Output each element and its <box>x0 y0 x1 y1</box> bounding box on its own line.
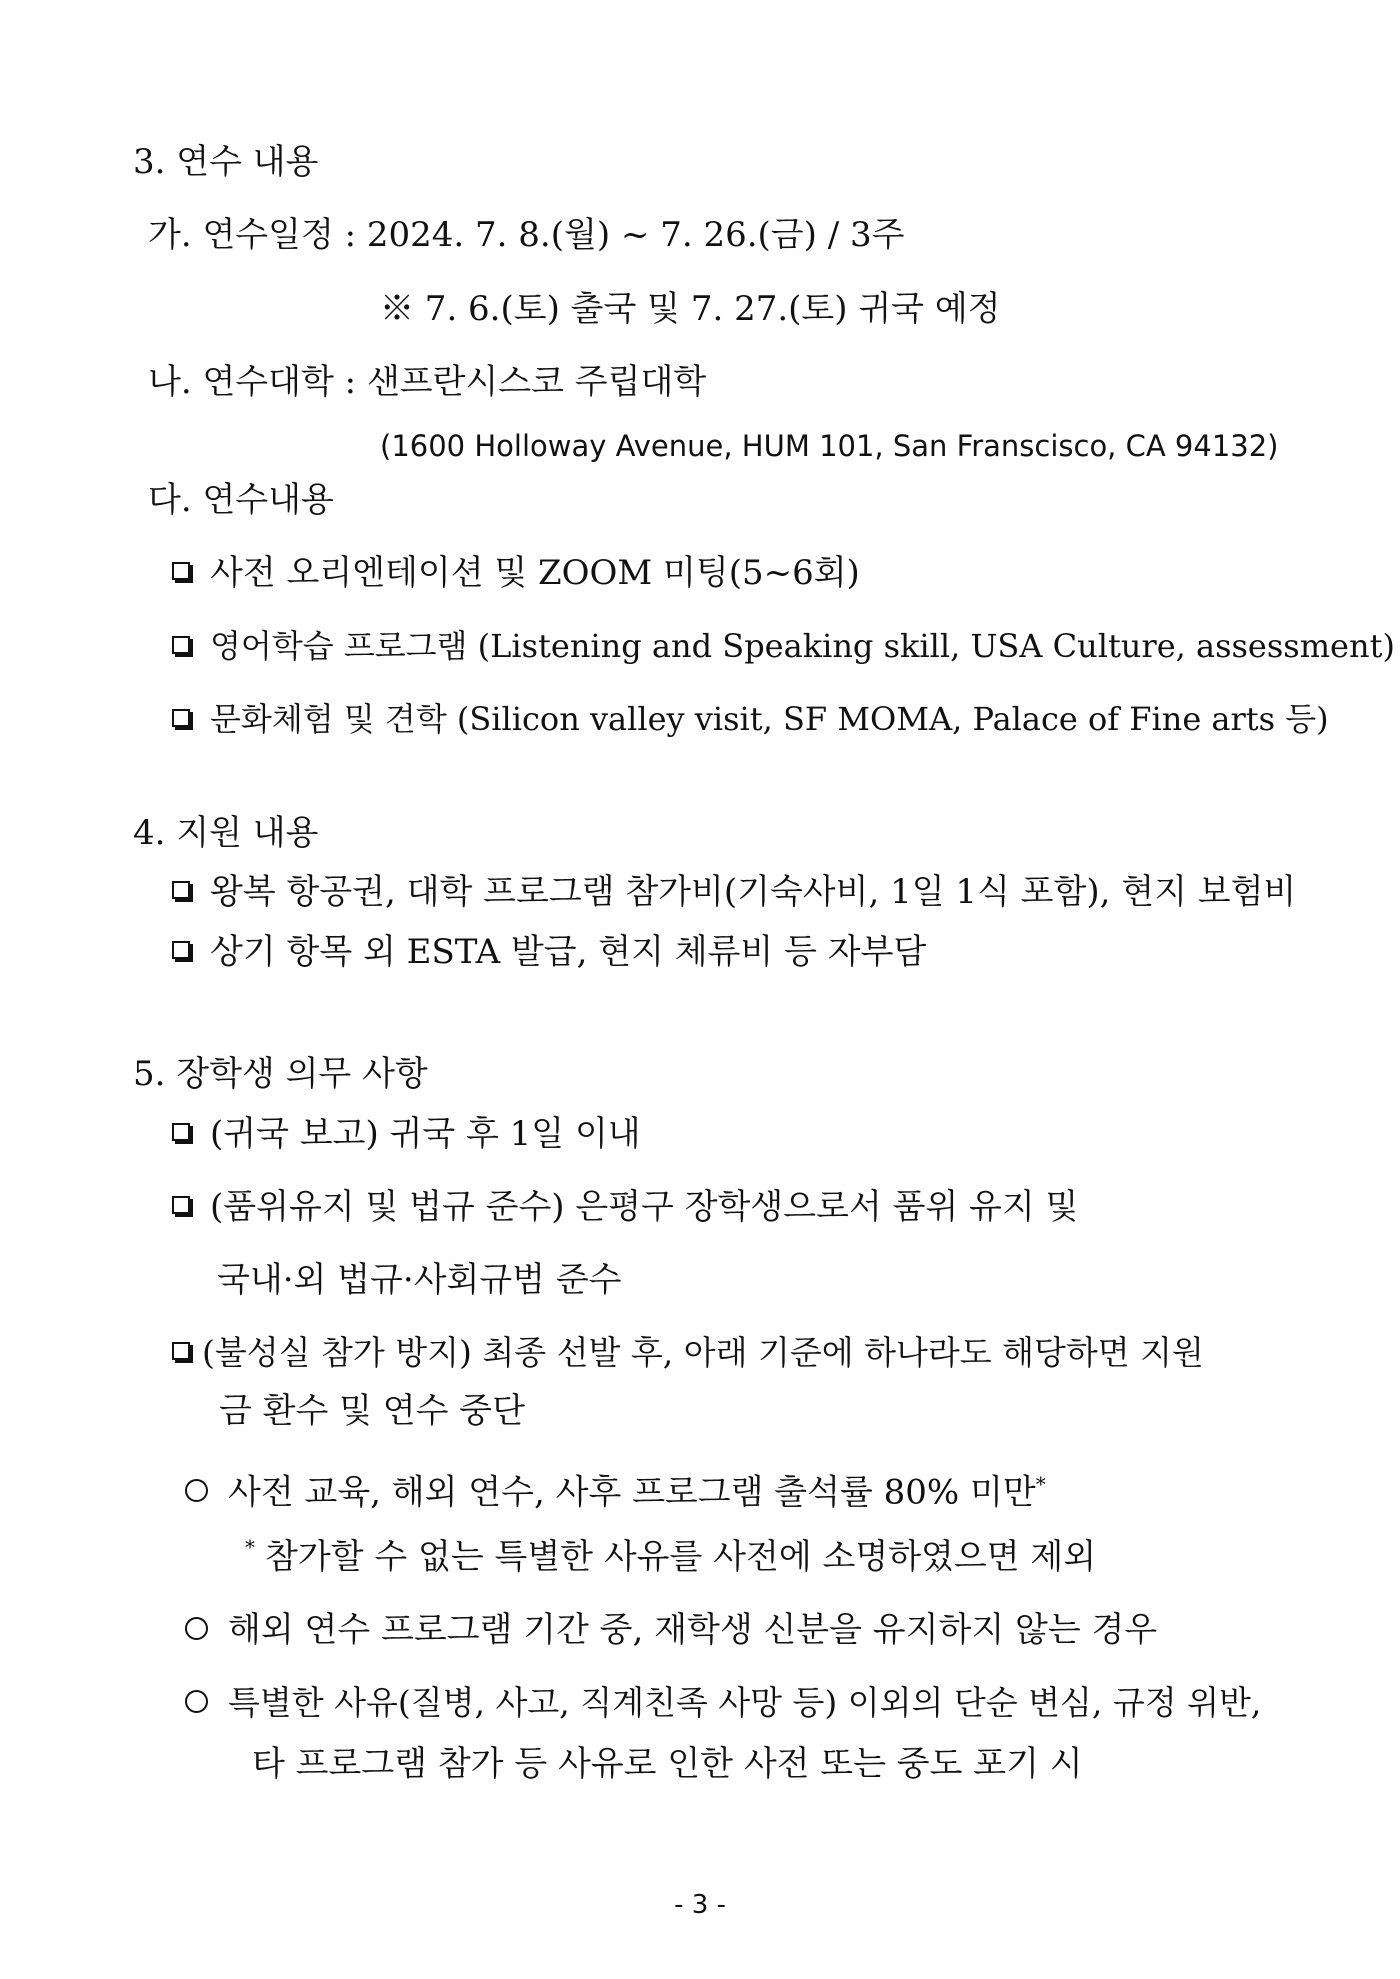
sub-item-continuation: 타 프로그램 참가 등 사유로 인한 사전 또는 중도 포기 시 <box>252 1744 1083 1784</box>
university-line: 나. 연수대학 : 샌프란시스코 주립대학 <box>148 362 707 402</box>
checkbox-bullet-icon <box>172 1342 190 1360</box>
section-4-heading: 4. 지원 내용 <box>133 813 319 853</box>
checkbox-bullet-icon <box>172 881 190 899</box>
schedule-note: ※ 7. 6.(토) 출국 및 7. 27.(토) 귀국 예정 <box>380 289 1001 329</box>
page-number: - 3 - <box>674 1890 726 1920</box>
checkbox-bullet-icon <box>172 1123 190 1141</box>
footnote-marker: * <box>1035 1472 1046 1496</box>
list-item-continuation: 국내·외 법규·사회규범 준수 <box>217 1260 622 1300</box>
sub-item: 사전 교육, 해외 연수, 사후 프로그램 출석률 80% 미만* <box>185 1462 1046 1514</box>
checkbox-bullet-icon <box>172 562 190 580</box>
list-item: 사전 오리엔테이션 및 ZOOM 미팅(5~6회) <box>172 551 860 595</box>
list-item: (귀국 보고) 귀국 후 1일 이내 <box>172 1112 641 1156</box>
footnote-marker: * <box>245 1535 255 1559</box>
section-3-heading: 3. 연수 내용 <box>133 142 319 182</box>
section-5-heading: 5. 장학생 의무 사항 <box>133 1054 428 1094</box>
university-address: (1600 Holloway Avenue, HUM 101, San Franscisco, CA 94132) <box>380 429 1279 463</box>
list-item: 상기 항목 외 ESTA 발급, 현지 체류비 등 자부담 <box>172 930 926 974</box>
sub-item: 해외 연수 프로그램 기간 중, 재학생 신분을 유지하지 않는 경우 <box>185 1608 1157 1652</box>
checkbox-bullet-icon <box>172 709 190 727</box>
list-item: 문화체험 및 견학 (Silicon valley visit, SF MOMA, Palace of Fine arts 등) <box>172 697 1329 741</box>
checkbox-bullet-icon <box>172 636 190 654</box>
circle-bullet-icon <box>185 1479 208 1502</box>
list-item: (불성실 참가 방지) 최종 선발 후, 아래 기준에 하나라도 해당하면 지원 <box>172 1331 1204 1375</box>
list-item-continuation: 금 환수 및 연수 중단 <box>219 1391 525 1431</box>
schedule-line: 가. 연수일정 : 2024. 7. 8.(월) ~ 7. 26.(금) / 3주 <box>148 215 905 255</box>
list-item: 왕복 항공권, 대학 프로그램 참가비(기숙사비, 1일 1식 포함), 현지 보험비 <box>172 870 1296 914</box>
circle-bullet-icon <box>185 1690 208 1713</box>
sub-item: 특별한 사유(질병, 사고, 직계친족 사망 등) 이외의 단순 변심, 규정 위반, <box>185 1681 1261 1725</box>
circle-bullet-icon <box>185 1617 208 1640</box>
list-item: 영어학습 프로그램 (Listening and Speaking skill, USA Culture, assessment) <box>172 624 1395 668</box>
footnote: * 참가할 수 없는 특별한 사유를 사전에 소명하였으면 제외 <box>245 1535 1097 1577</box>
checkbox-bullet-icon <box>172 1196 190 1214</box>
list-item: (품위유지 및 법규 준수) 은평구 장학생으로서 품위 유지 및 <box>172 1185 1078 1229</box>
content-heading: 다. 연수내용 <box>148 480 334 520</box>
checkbox-bullet-icon <box>172 941 190 959</box>
